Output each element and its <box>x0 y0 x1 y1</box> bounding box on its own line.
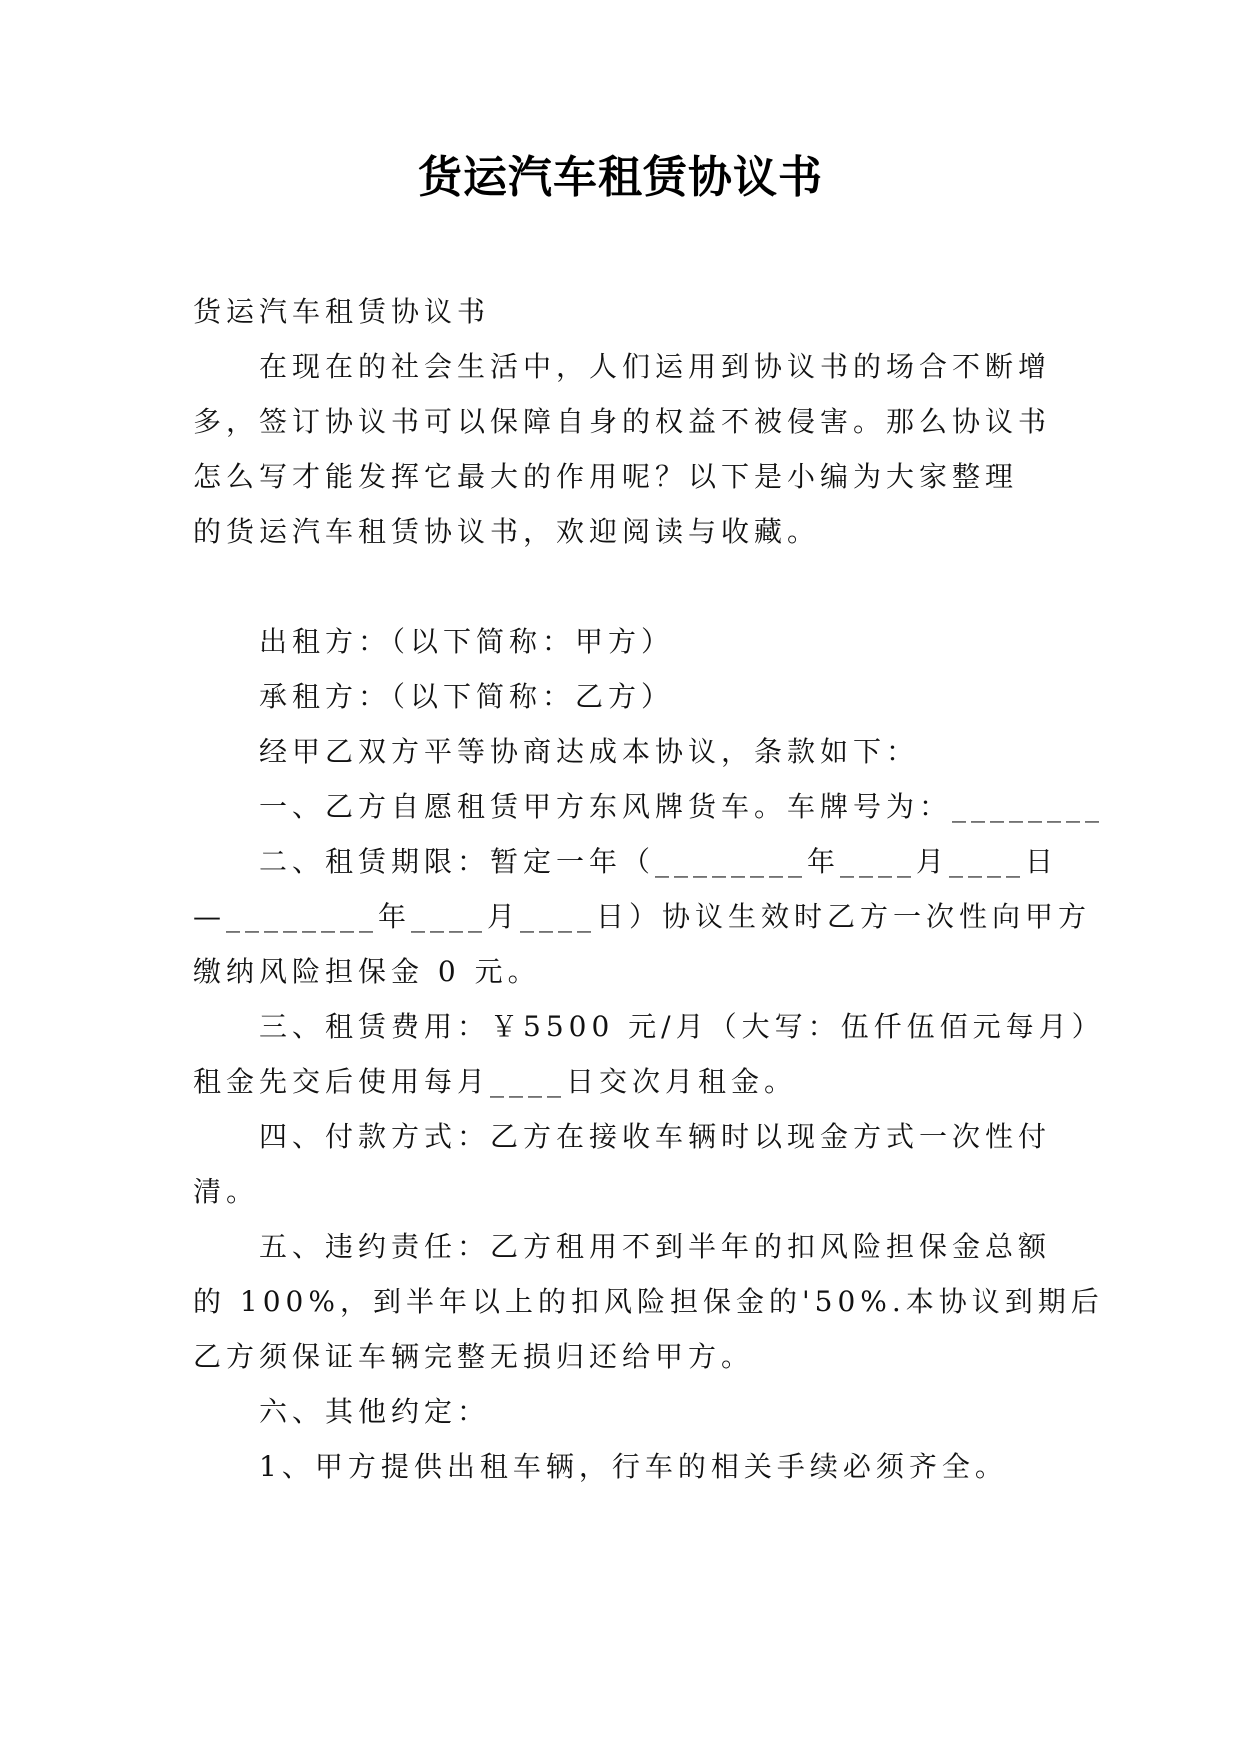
clause-2-line-2: —________年____月____日）协议生效时乙方一次性向甲方 <box>193 900 1092 933</box>
document-title: 货运汽车租赁协议书 <box>418 152 823 203</box>
clause-2-line-3: 缴纳风险担保金 0 元。 <box>193 955 541 988</box>
clause-6-heading: 六、其他约定： <box>259 1395 491 1428</box>
clause-4-line-1: 四、付款方式：乙方在接收车辆时以现金方式一次性付 <box>259 1120 1052 1153</box>
clause-4-line-2: 清。 <box>193 1175 260 1208</box>
lessee-line: 承租方：（以下简称：乙方） <box>259 680 675 713</box>
agreement-intro-line: 经甲乙双方平等协商达成本协议，条款如下： <box>259 735 920 768</box>
subtitle-line: 货运汽车租赁协议书 <box>193 295 491 328</box>
clause-5-line-3: 乙方须保证车辆完整无损归还给甲方。 <box>193 1340 755 1373</box>
clause-5-line-1: 五、违约责任：乙方租用不到半年的扣风险担保金总额 <box>259 1230 1052 1263</box>
lessor-line: 出租方：（以下简称：甲方） <box>259 625 675 658</box>
clause-3-line-2: 租金先交后使用每月____日交次月租金。 <box>193 1065 798 1098</box>
clause-2-line-1: 二、租赁期限：暂定一年（________年____月____日 <box>259 845 1059 878</box>
intro-line-4: 的货运汽车租赁协议书，欢迎阅读与收藏。 <box>193 515 821 548</box>
intro-line-2: 多，签订协议书可以保障自身的权益不被侵害。那么协议书 <box>193 405 1052 438</box>
intro-line-1: 在现在的社会生活中，人们运用到协议书的场合不断增 <box>259 350 1052 383</box>
clause-6-item-1: 1、甲方提供出租车辆，行车的相关手续必须齐全。 <box>259 1450 1008 1483</box>
clause-3-line-1: 三、租赁费用：￥5500 元/月（大写：伍仟伍佰元每月） <box>259 1010 1105 1043</box>
intro-line-3: 怎么写才能发挥它最大的作用呢？以下是小编为大家整理 <box>193 460 1019 493</box>
clause-1-line: 一、乙方自愿租赁甲方东风牌货车。车牌号为：________ <box>259 790 1105 823</box>
clause-5-line-2: 的 100%，到半年以上的扣风险担保金的'50%.本协议到期后 <box>193 1285 1104 1318</box>
